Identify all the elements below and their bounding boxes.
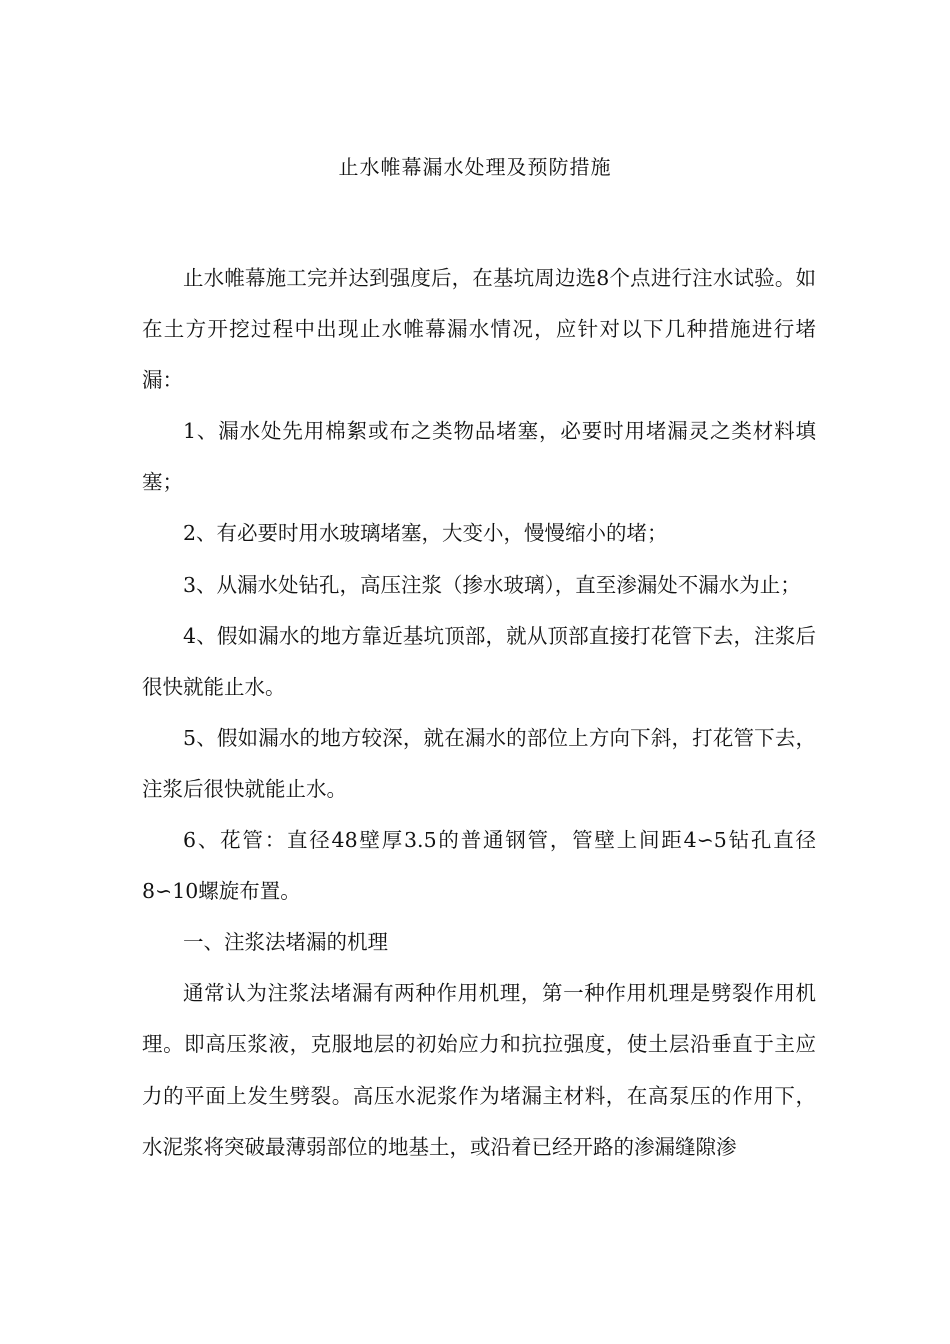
section-heading: 一、注浆法堵漏的机理: [183, 930, 388, 955]
paragraph-item-6: 6、花管：直径48壁厚3.5的普通钢管，管壁上间距4∽5钻孔直径8∽10螺旋布置。: [142, 828, 816, 904]
paragraph-item-4: 4、假如漏水的地方靠近基坑顶部，就从顶部直接打花管下去，注浆后很快就能止水。: [142, 623, 816, 699]
document-body: [142, 253, 816, 1173]
paragraph-item-3: 3、从漏水处钻孔，高压注浆（掺水玻璃），直至渗漏处不漏水为止；: [183, 572, 801, 597]
paragraph-intro: 止水帷幕施工完并达到强度后，在基坑周边选8个点进行注水试验。如在土方开挖过程中出现止水帷幕漏水情况，应针对以下几种措施进行堵漏：: [142, 266, 816, 393]
paragraph-item-2: 2、有必要时用水玻璃堵塞，大变小，慢慢缩小的堵；: [183, 521, 668, 546]
paragraph-item-5: 5、假如漏水的地方较深，就在漏水的部位上方向下斜，打花管下去，注浆后很快就能止水。: [142, 725, 816, 801]
paragraph-mechanism: 通常认为注浆法堵漏有两种作用机理，第一种作用机理是劈裂作用机理。即高压浆液，克服地层的初始应力和抗拉强度，使土层沿垂直于主应力的平面上发生劈裂。高压水泥浆作为堵漏主材料，在高泵压的作用下，水泥浆将突破最薄弱部位的地基土，或沿着已经开路的渗漏缝隙渗: [142, 981, 816, 1159]
document-title: 止水帷幕漏水处理及预防措施: [338, 155, 612, 179]
paragraph-item-1: 1、漏水处先用棉絮或布之类物品堵塞，必要时用堵漏灵之类材料填塞；: [142, 419, 816, 495]
